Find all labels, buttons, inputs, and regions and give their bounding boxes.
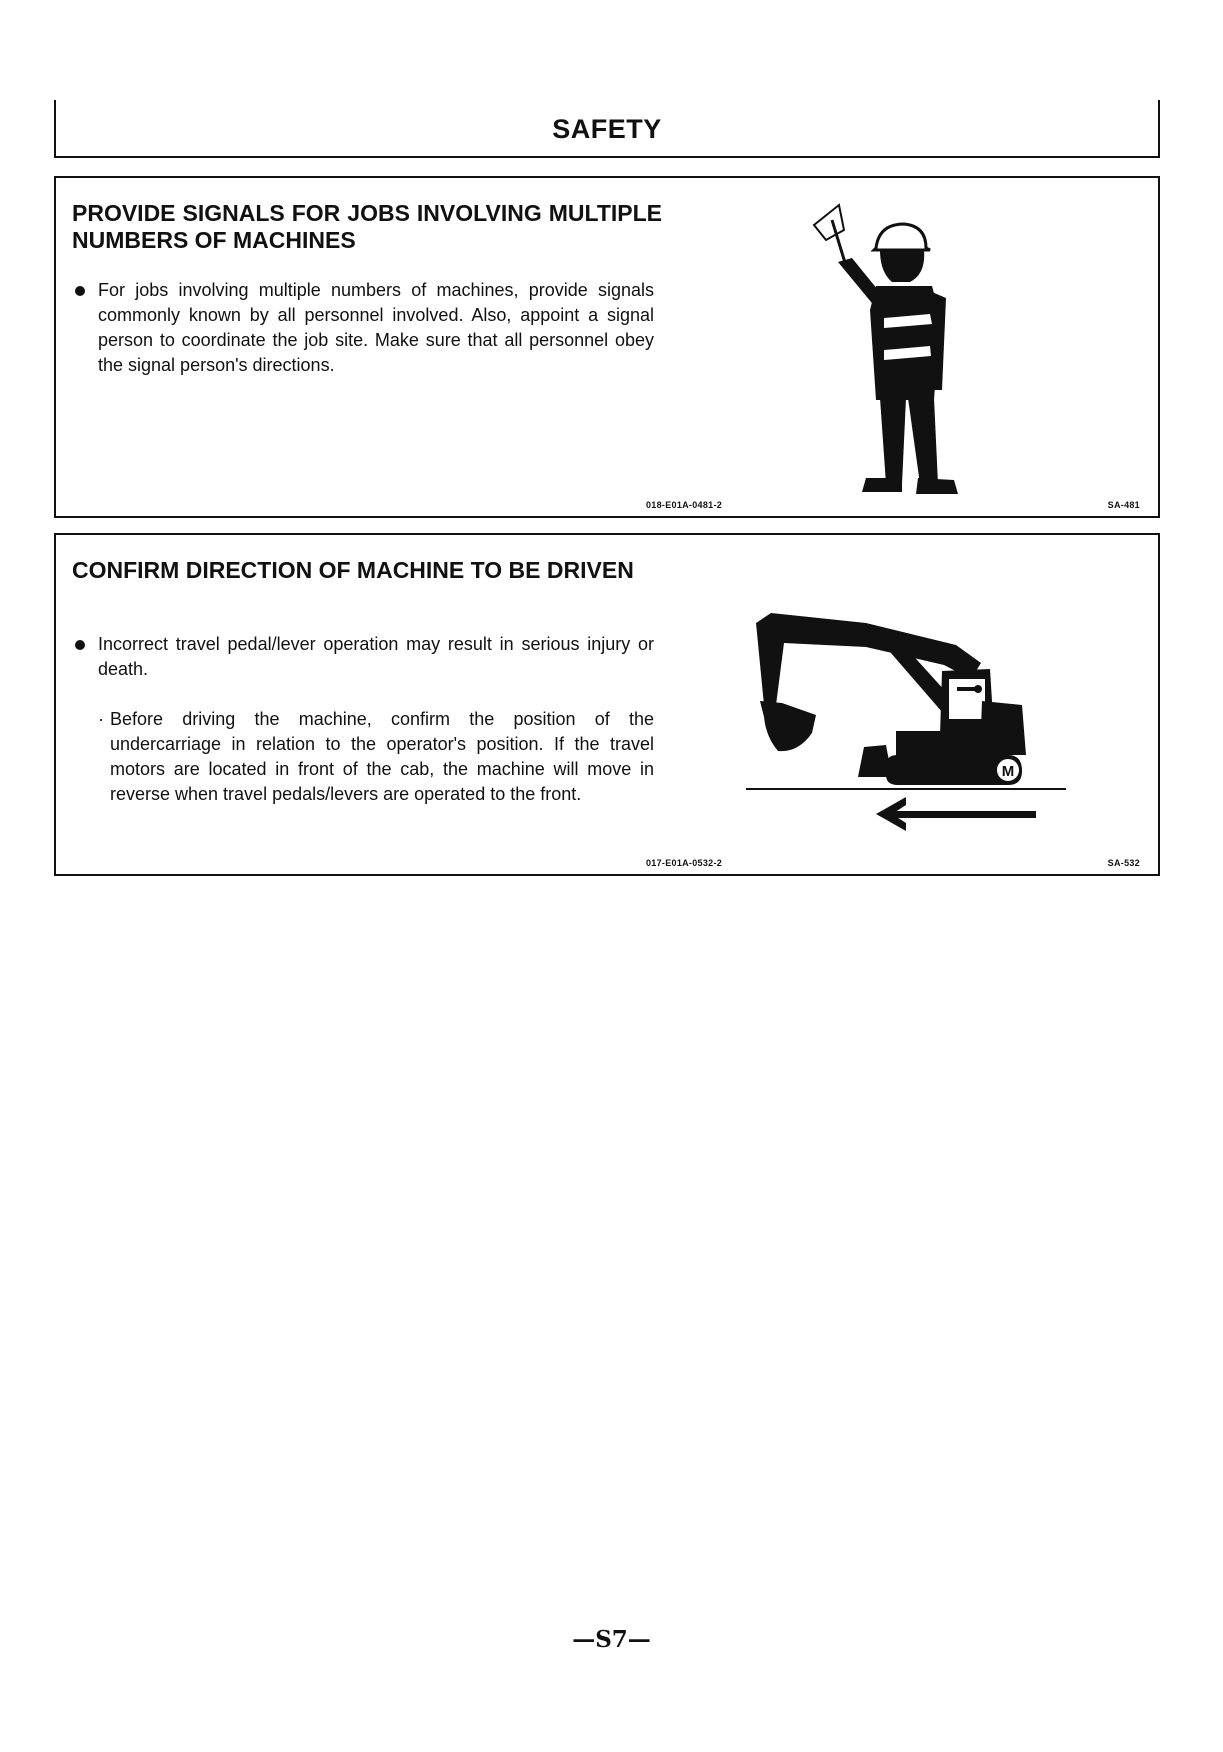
bullet-item	[72, 278, 654, 378]
bullet-dot-icon	[75, 640, 85, 650]
safety-box-signals	[54, 176, 1160, 518]
doc-code: 018-E01A-0481-2	[646, 500, 723, 510]
figure-code: SA-481	[1107, 500, 1140, 510]
figure-code: SA-532	[1107, 858, 1140, 868]
bullet-text: Incorrect travel pedal/lever operation may result in serious injury or death.	[98, 634, 654, 679]
sub-bullet-mark: ·	[98, 709, 104, 729]
safety-box-direction	[54, 533, 1160, 876]
doc-code: 017-E01A-0532-2	[646, 858, 723, 868]
section-header	[54, 100, 1160, 158]
motor-label: M	[1001, 763, 1015, 780]
flag-signal-person-icon	[804, 200, 1034, 500]
bullet-text: For jobs involving multiple numbers of machines, provide signals commonly known by all personnel involved. Also, appoint a signal person to coordinate the job site. Make sure that all personnel obey the signal person's directions.	[98, 280, 654, 375]
section-title: PROVIDE SIGNALS FOR JOBS INVOLVING MULTIPLE NUMBERS OF MACHINES	[72, 200, 662, 253]
bullet-item	[72, 632, 654, 682]
page-number: —S7—	[572, 1626, 651, 1653]
header-title: SAFETY	[552, 114, 662, 144]
section-title: CONFIRM DIRECTION OF MACHINE TO BE DRIVEN	[72, 557, 634, 583]
bullet-dot-icon	[75, 286, 85, 296]
sub-bullet-item	[98, 707, 654, 807]
excavator-direction-icon	[746, 605, 1136, 845]
sub-bullet-text: Before driving the machine, confirm the position of the undercarriage in relation to the operator's position. If the travel motors are located in front of the cab, the machine will move in reverse when travel pedals/levers are operated to the front.	[110, 709, 654, 804]
